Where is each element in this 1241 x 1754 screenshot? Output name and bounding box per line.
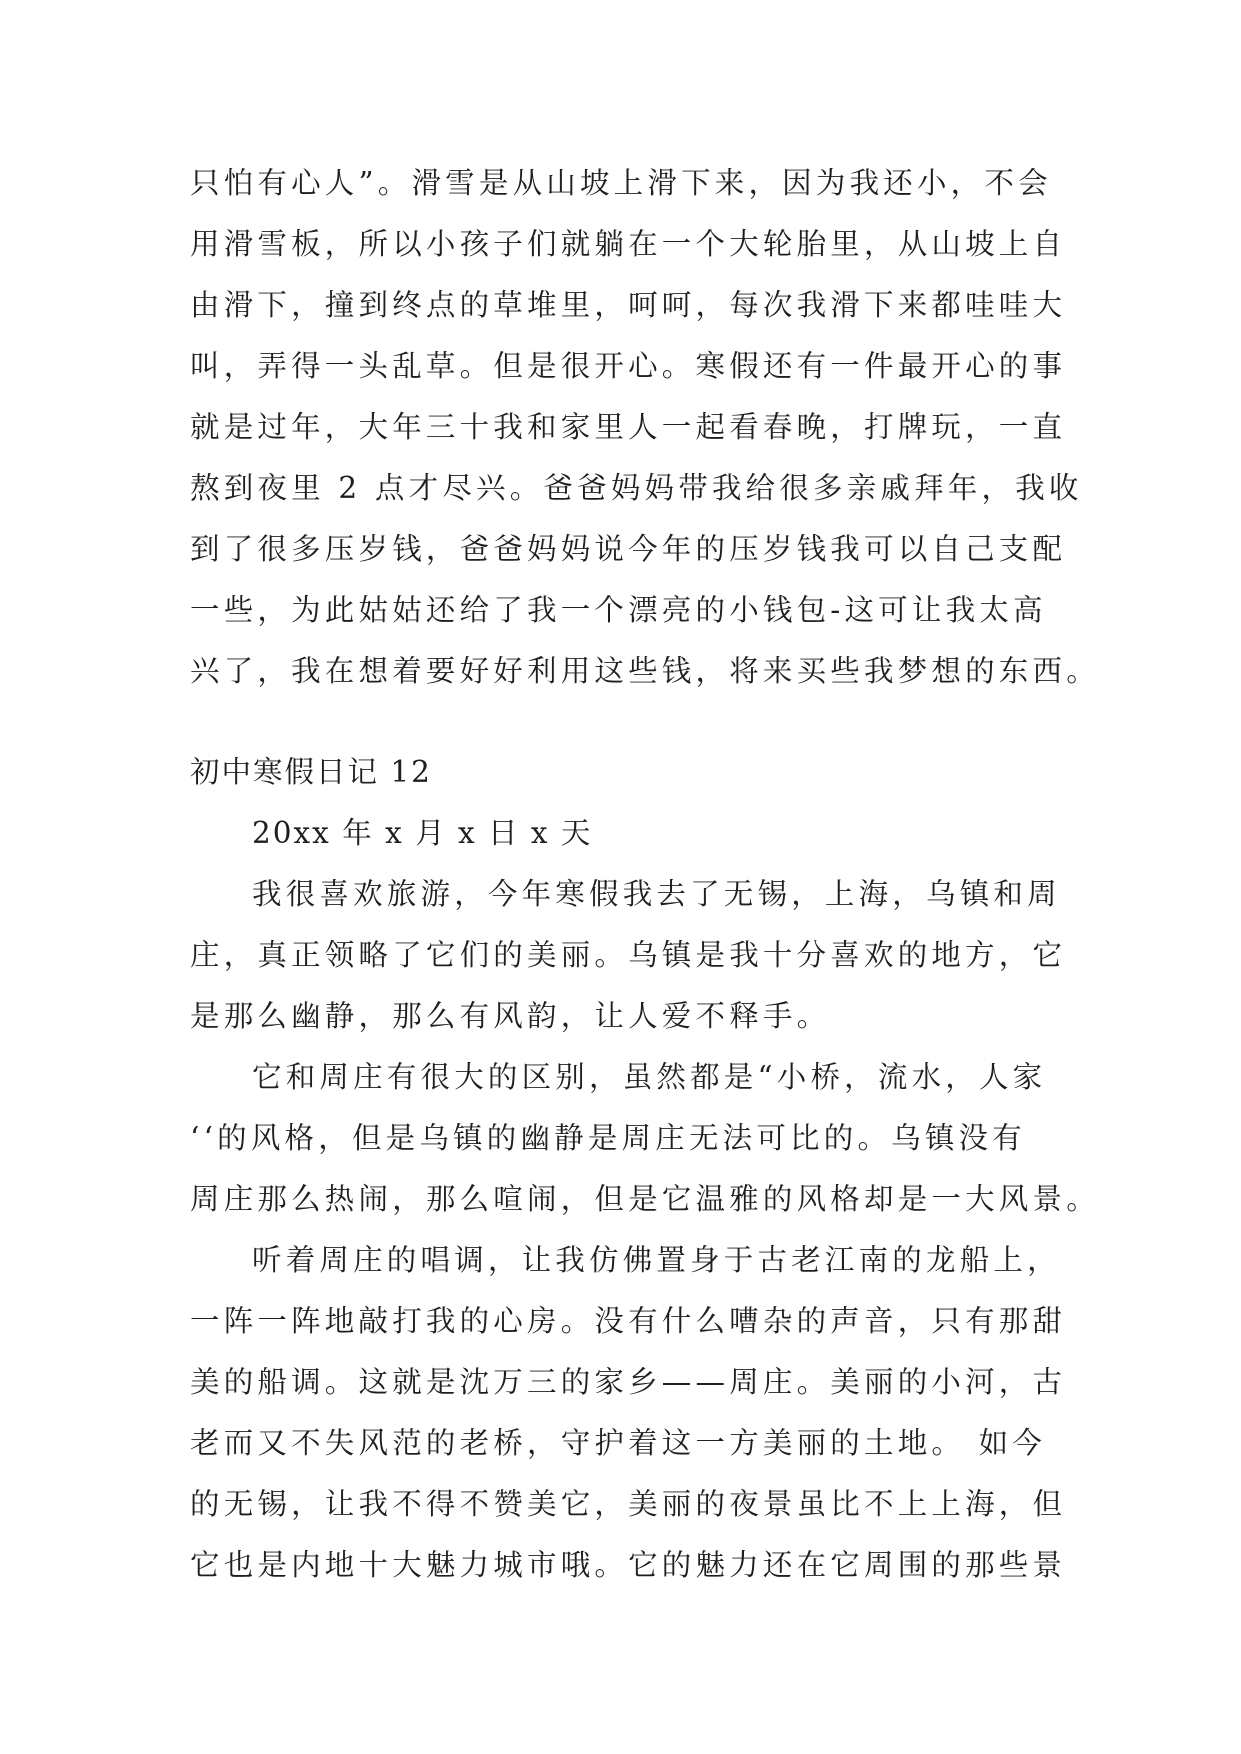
text-line: 老而又不失风范的老桥，守护着这一方美丽的土地。 如今 [190, 1426, 1047, 1460]
text-line: 用滑雪板，所以小孩子们就躺在一个大轮胎里，从山坡上自 [190, 227, 1067, 261]
text-line: 庄，真正领略了它们的美丽。乌镇是我十分喜欢的地方，它 [190, 938, 1067, 972]
text-line: 就是过年，大年三十我和家里人一起看春晚，打牌玩，一直 [190, 410, 1067, 444]
text-line: 一阵一阵地敲打我的心房。没有什么嘈杂的声音，只有那甜 [190, 1304, 1067, 1338]
text-line: 的无锡，让我不得不赞美它，美丽的夜景虽比不上上海，但 [190, 1487, 1067, 1521]
text-line: 叫，弄得一头乱草。但是很开心。寒假还有一件最开心的事 [190, 349, 1067, 383]
text-line: 由滑下，撞到终点的草堆里，呵呵，每次我滑下来都哇哇大 [190, 288, 1067, 322]
text-line: 它也是内地十大魅力城市哦。它的魅力还在它周围的那些景 [190, 1548, 1067, 1582]
text-line: 我很喜欢旅游，今年寒假我去了无锡，上海，乌镇和周 [252, 877, 1061, 911]
diary-date: 20xx 年 x 月 x 日 x 天 [252, 816, 593, 850]
text-line: 只怕有心人”。滑雪是从山坡上滑下来，因为我还小，不会 [190, 166, 1052, 200]
text-line: 熬到夜里 2 点才尽兴。爸爸妈妈带我给很多亲戚拜年，我收 [190, 471, 1083, 505]
text-line: ‘‘的风格，但是乌镇的幽静是周庄无法可比的。乌镇没有 [190, 1121, 1026, 1155]
text-line: 它和周庄有很大的区别，虽然都是“小桥，流水，人家 [252, 1060, 1047, 1094]
text-line: 是那么幽静，那么有风韵，让人爱不释手。 [190, 999, 831, 1033]
text-line: 听着周庄的唱调，让我仿佛置身于古老江南的龙船上， [252, 1243, 1061, 1277]
text-line: 到了很多压岁钱，爸爸妈妈说今年的压岁钱我可以自己支配 [190, 532, 1067, 566]
text-line: 周庄那么热闹，那么喧闹，但是它温雅的风格却是一大风景。 [190, 1182, 1100, 1216]
text-line: 兴了，我在想着要好好利用这些钱，将来买些我梦想的东西。 [190, 654, 1100, 688]
text-line: 美的船调。这就是沈万三的家乡——周庄。美丽的小河，古 [190, 1365, 1067, 1399]
text-line: 一些，为此姑姑还给了我一个漂亮的小钱包-这可让我太高 [190, 593, 1047, 627]
diary-title: 初中寒假日记 12 [190, 755, 432, 789]
